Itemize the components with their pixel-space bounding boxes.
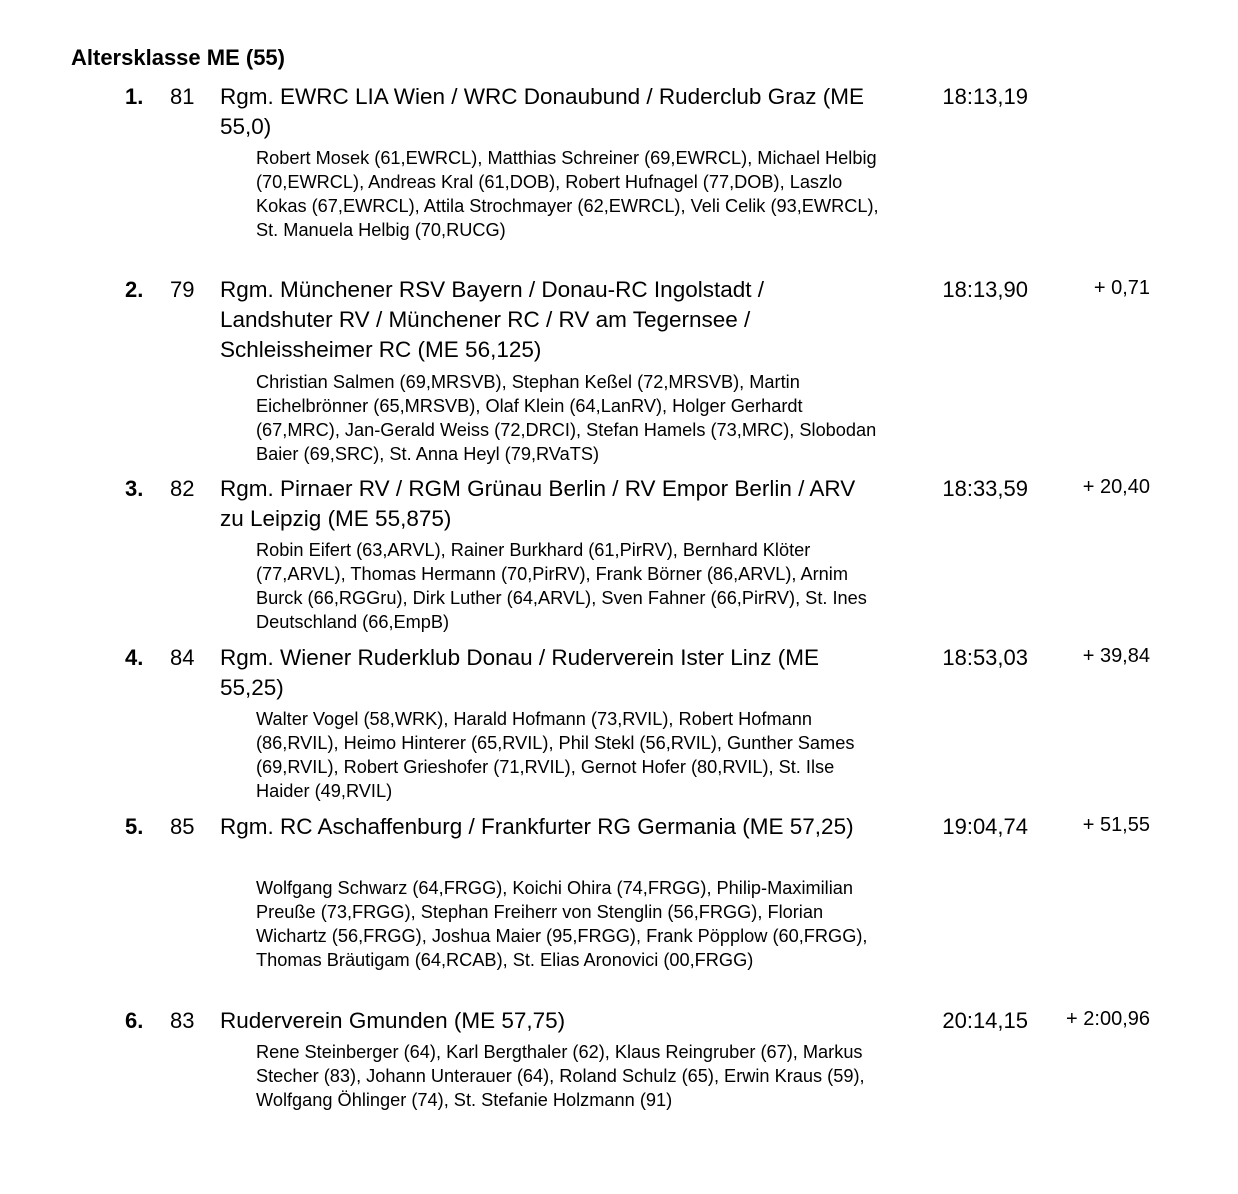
result-crew-name: Rgm. EWRC LIA Wien / WRC Donaubund / Ruderclub Graz (ME 55,0) bbox=[220, 84, 864, 139]
result-crew-name: Ruderverein Gmunden (ME 57,75) bbox=[220, 1008, 566, 1033]
result-rank: 5. bbox=[125, 814, 144, 839]
result-bib-number: 82 bbox=[170, 476, 195, 501]
result-crew-members: Rene Steinberger (64), Karl Bergthaler (62), Klaus Reingruber (67), Markus Stecher (83), Johann Unterauer (64), Roland Schulz (65), Erwin Kraus (59), Wolfgang Öhlinger (74), St. Stefanie Holzmann (91) bbox=[256, 1042, 865, 1110]
result-crew-members: Robin Eifert (63,ARVL), Rainer Burkhard (61,PirRV), Bernhard Klöter (77,ARVL), Thomas Hermann (70,PirRV), Frank Börner (86,ARVL), Arnim Burck (66,RGGru), Dirk Luther (64,ARVL), Sven Fahner (66,PirRV), St. Ines Deutschland (66,EmpB) bbox=[256, 540, 867, 632]
result-bib-number: 84 bbox=[170, 645, 195, 670]
result-bib-number: 79 bbox=[170, 277, 195, 302]
result-time: 20:14,15 bbox=[942, 1008, 1028, 1033]
result-crew-name: Rgm. RC Aschaffenburg / Frankfurter RG Germania (ME 57,25) bbox=[220, 814, 854, 839]
result-time: 18:33,59 bbox=[942, 476, 1028, 501]
result-crew-name: Rgm. Wiener Ruderklub Donau / Ruderverein Ister Linz (ME 55,25) bbox=[220, 645, 819, 700]
result-bib-number: 81 bbox=[170, 84, 195, 109]
result-crew-members: Robert Mosek (61,EWRCL), Matthias Schreiner (69,EWRCL), Michael Helbig (70,EWRCL), Andreas Kral (61,DOB), Robert Hufnagel (77,DOB), Laszlo Kokas (67,EWRCL), Attila Strochmayer (62,EWRCL), Veli Celik (93,EWRCL), St. Manuela Helbig (70,RUCG) bbox=[256, 148, 879, 240]
result-rank: 2. bbox=[125, 277, 144, 302]
result-time-difference: + 20,40 bbox=[1082, 476, 1150, 498]
result-time: 18:13,19 bbox=[942, 84, 1028, 109]
result-rank: 6. bbox=[125, 1008, 144, 1033]
result-bib-number: 85 bbox=[170, 814, 195, 839]
result-time-difference: + 51,55 bbox=[1082, 814, 1150, 836]
result-bib-number: 83 bbox=[170, 1008, 195, 1033]
result-time-difference: + 2:00,96 bbox=[1066, 1008, 1150, 1030]
result-time: 19:04,74 bbox=[942, 814, 1028, 839]
result-time-difference: + 39,84 bbox=[1082, 645, 1150, 667]
result-time: 18:53,03 bbox=[942, 645, 1028, 670]
result-crew-members: Walter Vogel (58,WRK), Harald Hofmann (73,RVIL), Robert Hofmann (86,RVIL), Heimo Hinterer (65,RVIL), Phil Stekl (56,RVIL), Gunther Sames (69,RVIL), Robert Grieshofer (71,RVIL), Gernot Hofer (80,RVIL), St. Ilse Haider (49,RVIL) bbox=[256, 709, 855, 801]
result-rank: 3. bbox=[125, 476, 144, 501]
result-time-difference: + 0,71 bbox=[1093, 277, 1150, 299]
result-crew-name: Rgm. Pirnaer RV / RGM Grünau Berlin / RV Empor Berlin / ARV zu Leipzig (ME 55,875) bbox=[220, 476, 856, 531]
result-rank: 4. bbox=[125, 645, 144, 670]
age-class-title: Altersklasse ME (55) bbox=[71, 45, 285, 70]
result-time: 18:13,90 bbox=[942, 277, 1028, 302]
result-rank: 1. bbox=[125, 84, 144, 109]
result-crew-members: Christian Salmen (69,MRSVB), Stephan Keßel (72,MRSVB), Martin Eichelbrönner (65,MRSVB), Olaf Klein (64,LanRV), Holger Gerhardt (67,MRC), Jan-Gerald Weiss (72,DRCI), Stefan Hamels (73,MRC), Slobodan Baier (69,SRC), St. Anna Heyl (79,RVaTS) bbox=[256, 372, 877, 464]
result-crew-members: Wolfgang Schwarz (64,FRGG), Koichi Ohira (74,FRGG), Philip-Maximilian Preuße (73,FRGG), Stephan Freiherr von Stenglin (56,FRGG), Florian Wichartz (56,FRGG), Joshua Maier (95,FRGG), Frank Pöpplow (60,FRGG), Thomas Bräutigam (64,RCAB), St. Elias Aronovici (00,FRGG) bbox=[256, 878, 868, 970]
result-crew-name: Rgm. Münchener RSV Bayern / Donau-RC Ingolstadt / Landshuter RV / Münchener RC / RV am Tegernsee / Schleissheimer RC (ME 56,125) bbox=[220, 277, 764, 362]
